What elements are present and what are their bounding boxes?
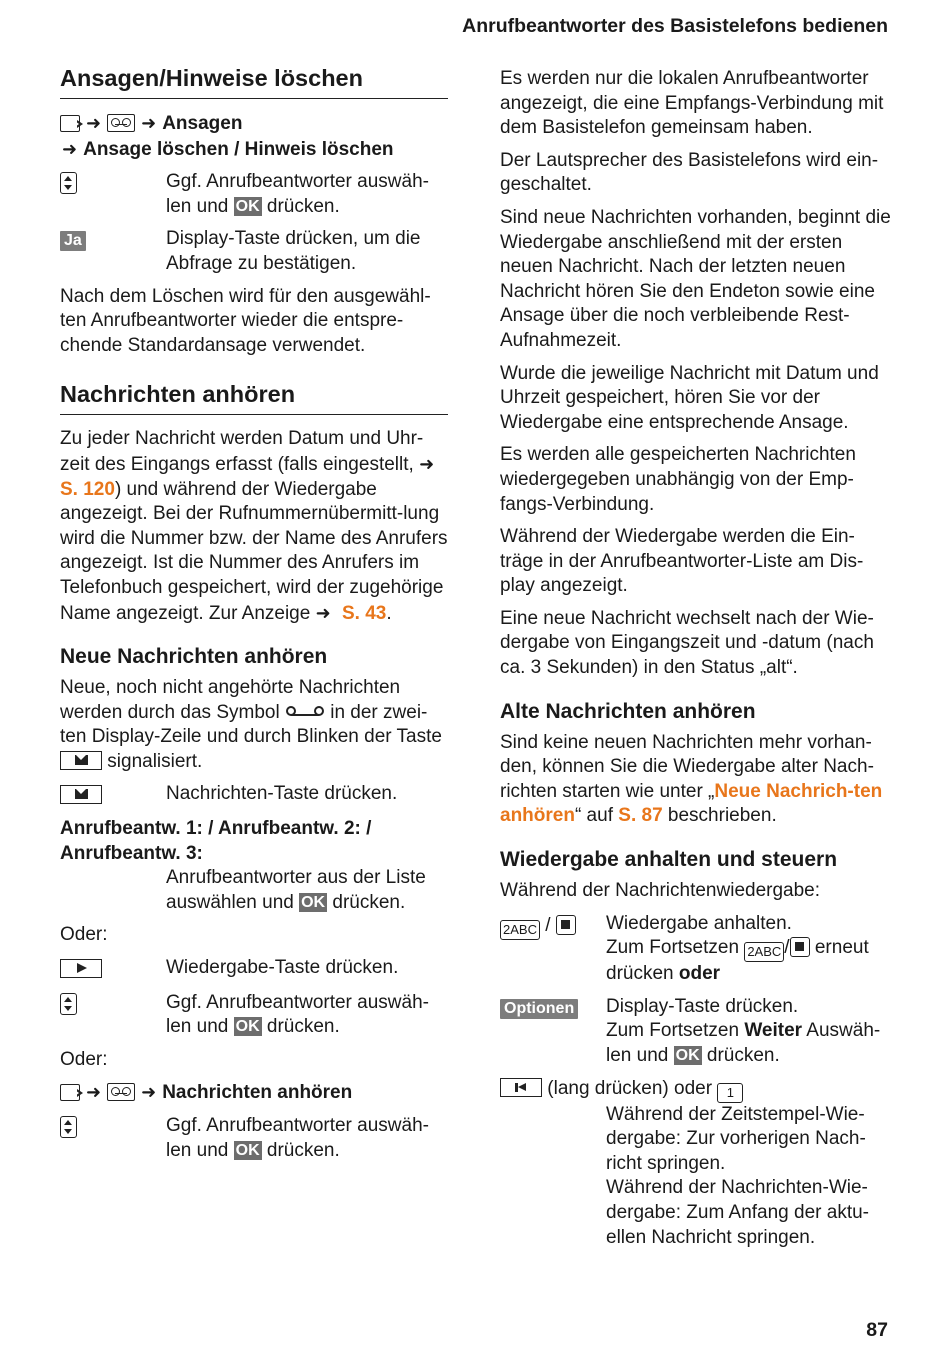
oder-label: Oder: <box>60 1048 108 1070</box>
key-2-icon: 2ABC <box>500 920 540 940</box>
arrow-icon: ➜ <box>419 453 435 474</box>
subsection-title-old-messages: Alte Nachrichten anhören <box>500 699 756 723</box>
control-key-updown-icon <box>60 993 77 1015</box>
step-text: Während der Nachrichten-Wie-dergabe: Zum Anfang der aktu-ellen Nachricht springen. <box>606 1177 869 1248</box>
page-ref-link[interactable]: S. 120 <box>60 478 115 500</box>
arrow-icon: ➜ <box>141 113 157 133</box>
section-ref-link[interactable]: Neue Nachrich-ten anhören <box>500 780 883 827</box>
step-row: (lang drücken) oder 1 Während der Zeitstempel-Wie-dergabe: Zur vorherigen Nach-richt springen. Während der Nachrichten-Wie-dergabe: Zum Anfang der aktu-ellen Nachricht springen. <box>500 1077 892 1251</box>
paragraph: Sind keine neuen Nachrichten mehr vorhan-den, können Sie die Wiedergabe alter Nach-richten starten wie unter „Neue Nachrich-ten anhören“ auf S. 87 beschrieben. <box>500 731 883 827</box>
running-header: Anrufbeantworter des Basistelefons bedienen <box>462 15 888 37</box>
arrow-icon: ➜ <box>141 1082 157 1103</box>
paragraph: Neue, noch nicht angehörte Nachrichten werden durch das Symbol in der zwei-ten Display-Zeile und durch Blinken der Taste signalisiert. <box>60 677 442 772</box>
control-key-updown-icon <box>60 1116 77 1138</box>
menu-path <box>60 1080 448 1106</box>
paragraph: Es werden alle gespeicherten Nachrichten wiedergegeben unabhängig von der Emp-fangs-Verbindung. <box>500 444 856 515</box>
menu-icon <box>60 115 80 132</box>
stop-key-icon <box>790 937 810 957</box>
step-text: Wiedergabe anhalten. <box>606 912 792 934</box>
section-title-listen-messages: Nachrichten anhören <box>60 380 448 415</box>
control-key-updown-icon <box>60 172 77 194</box>
step-text: Nachrichten-Taste drücken. <box>166 783 398 805</box>
message-key-icon <box>60 751 102 770</box>
menu-path <box>60 111 448 137</box>
paragraph: Eine neue Nachricht wechselt nach der Wie-dergabe von Eingangszeit und -datum (nach ca. 3 Sekunden) in den Status „alt“. <box>500 607 874 679</box>
subsection-title-new-messages: Neue Nachrichten anhören <box>60 645 328 669</box>
bold-label: Anrufbeantw. 1: / Anrufbeantw. 2: / Anrufbeantw. 3: <box>60 818 372 864</box>
step-row <box>60 956 448 983</box>
step-text: Während der Zeitstempel-Wie-dergabe: Zur vorherigen Nach-richt springen. <box>606 1103 866 1174</box>
step-row <box>60 782 448 809</box>
arrow-icon: ➜ <box>62 138 78 159</box>
paragraph: Es werden nur die lokalen Anrufbeantworter angezeigt, die eine Empfangs-Verbindung mit dem Basistelefon gemeinsam haben. <box>500 68 884 139</box>
page-ref-link[interactable]: S. 43 <box>341 602 387 624</box>
answering-machine-icon <box>107 1083 135 1101</box>
paragraph: Während der Nachrichtenwiedergabe: <box>500 880 821 902</box>
ok-key-icon: OK <box>235 1018 260 1036</box>
oder-label: Oder: <box>60 924 108 946</box>
message-key-icon <box>60 785 102 804</box>
step-row: 2ABC / Wiedergabe anhalten. Zum Fortsetzen 2ABC / erneut drücken oder <box>500 912 892 987</box>
key-2-icon: 2ABC <box>744 942 784 962</box>
step-row: Optionen Display-Taste drücken. Zum Fortsetzen Weiter Auswäh-len und OK drücken. <box>500 995 892 1069</box>
paragraph: Sind neue Nachrichten vorhanden, beginnt die Wiedergabe anschließend mit der ersten neuen Nachricht. Nach der letzten neuen Nachricht hören Sie den Endeton sowie eine Ansage über die noch verbleibende Rest-Aufnahmezeit. <box>500 206 891 351</box>
menu-path-2 <box>60 137 448 163</box>
voicemail-icon <box>285 703 325 721</box>
step-row: Ggf. Anrufbeantworter auswäh-len und OK drücken. <box>60 991 448 1040</box>
key-1-icon: 1 <box>717 1083 743 1103</box>
step-text: Wiedergabe-Taste drücken. <box>166 957 399 979</box>
subsection-title-playback-control: Wiedergabe anhalten und steuern <box>500 848 838 872</box>
section-title-delete-announcements: Ansagen/Hinweise löschen <box>60 64 448 99</box>
menu-item-listen: Nachrichten anhören <box>162 1082 353 1104</box>
step-row <box>60 170 448 219</box>
step-text: Display-Taste drücken, um die Abfrage zu bestätigen. <box>166 228 421 274</box>
menu-icon <box>60 1084 80 1101</box>
paragraph: Der Lautsprecher des Basistelefons wird ein-geschaltet. <box>500 149 879 196</box>
ok-key-icon: OK <box>675 1047 700 1064</box>
step-row: Ggf. Anrufbeantworter auswäh-len und OK drücken. <box>60 1114 448 1163</box>
softkey-optionen: Optionen <box>500 999 578 1019</box>
menu-item-delete: Ansage löschen / Hinweis löschen <box>83 138 394 160</box>
stop-key-icon <box>556 915 576 935</box>
paragraph: Nach dem Löschen wird für den ausgewähl-ten Anrufbeantworter wieder die entspre-chende Standardansage verwendet. <box>60 285 431 356</box>
paragraph: Während der Wiedergabe werden die Ein-träge in der Anrufbeantworter-Liste am Dis-play angezeigt. <box>500 526 864 597</box>
skip-back-key-icon <box>500 1078 542 1097</box>
left-column <box>60 64 448 1171</box>
paragraph: Wurde die jeweilige Nachricht mit Datum und Uhrzeit gespeichert, hören Sie vor der Wiedergabe eine entsprechende Ansage. <box>500 362 879 433</box>
step-text: drücken. <box>266 195 340 217</box>
step-text: Display-Taste drücken. <box>606 995 799 1017</box>
softkey-ja: Ja <box>60 231 86 251</box>
step-row <box>60 227 448 276</box>
arrow-icon: ➜ <box>315 602 331 623</box>
step-text: Anrufbeantworter aus der Liste auswählen und OK drücken. <box>166 867 426 913</box>
ok-key-icon: OK <box>235 1141 260 1159</box>
paragraph: Zu jeder Nachricht werden Datum und Uhr-zeit des Eingangs erfasst (falls eingestellt, ➜ S. 120) und während der Wiedergabe angezeigt. Bei der Rufnummernübermitt-lung wird die Nummer bzw. der Name des Anrufers angezeigt. Ist die Nummer des Anrufers im Telefonbuch gespeichert, wird der zugehörige Name angezeigt. Zur Anzeige ➜ S. 43. <box>60 428 448 624</box>
ok-key-icon: OK <box>301 893 326 911</box>
page-number: 87 <box>866 1319 888 1342</box>
page-ref-link[interactable]: S. 87 <box>618 805 663 827</box>
step-text: Ggf. Anrufbeantworter auswäh-len und <box>166 171 429 217</box>
right-column <box>500 67 892 1250</box>
play-key-icon <box>60 959 102 978</box>
ok-key-icon: OK <box>235 197 260 215</box>
answering-machine-icon <box>107 114 135 132</box>
menu-item-ansagen: Ansagen <box>162 113 243 134</box>
arrow-icon: ➜ <box>86 113 102 133</box>
arrow-icon: ➜ <box>86 1082 102 1103</box>
